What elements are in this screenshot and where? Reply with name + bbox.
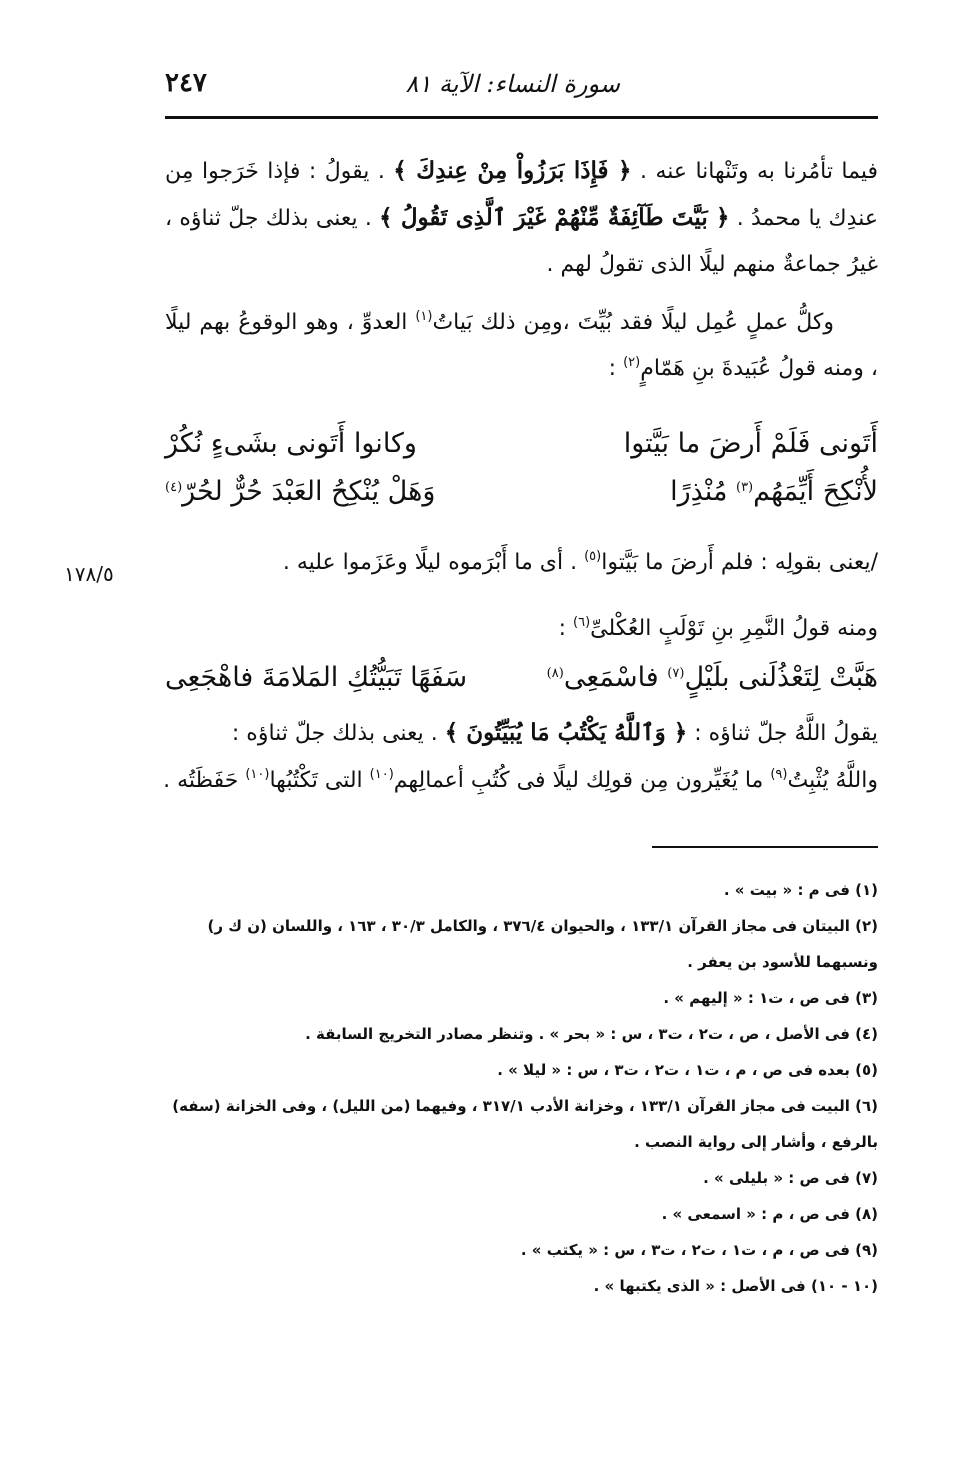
footnote-ref[interactable]: (١) <box>415 309 433 324</box>
text-run: : <box>608 356 624 381</box>
verse-second-hemistich <box>165 476 435 507</box>
quran-quote: ﴿ بَيَّتَ طَآئِفَةٌ مِّنْهُمْ غَيْرَ ٱلَّذِى تَقُولُ ﴾ <box>379 204 730 231</box>
verse-second-hemistich: سَفَهًا تَبَيُّتُكِ المَلامَةَ فاهْجَعِى <box>165 662 468 693</box>
paragraph-1 <box>165 148 878 288</box>
explanation-line <box>165 540 916 586</box>
verse-first-hemistich <box>547 662 878 693</box>
poem-verse <box>165 428 878 474</box>
text-run: : <box>558 616 573 641</box>
footnote-ref[interactable]: (٨) <box>546 666 564 681</box>
header-rule <box>165 116 878 119</box>
text-run: ما يُغَيِّرون مِن قولِك ليلًا فى كُتُبِ أعمالِهم <box>393 768 771 793</box>
commentary-line <box>165 758 878 804</box>
text-run: . يقولُ : فإذا خَرَجوا مِن عندِك يا محمدُ . <box>165 159 878 231</box>
text-run: وَهَلْ يُنْكِحُ العَبْدَ حُرٌّ لحُرّ <box>182 476 436 507</box>
poem-intro-line <box>165 606 916 652</box>
footnote: (٥) بعده فى ص ، م ، ت١ ، ت٢ ، ت٣ ، س : « ليلا » . <box>497 1061 878 1079</box>
margin-page-reference: ١٧٨/٥ <box>64 562 114 586</box>
text-run: حَفَظَتُه . <box>163 768 246 793</box>
footnote-separator <box>652 846 878 848</box>
verse-first-hemistich <box>670 476 878 507</box>
verse-second-hemistich: وكانوا أَتَونى بشَىءٍ نُكُرْ <box>165 428 417 459</box>
footnote-ref[interactable]: (٤) <box>165 480 183 495</box>
footnote: (١٠ - ١٠) فى الأصل : « الذى يكتبها » . <box>593 1277 878 1295</box>
text-run: هَبَّتْ لِتَعْذُلَنى بلَيْلٍ <box>684 662 878 693</box>
text-run: . يعنى بذلك جلّ ثناؤه ، غيرُ جماعةٌ منهم ليلًا الذى تقولُ لهم . <box>165 206 878 277</box>
verse-first-hemistich: أَتَونى فَلَمْ أَرضَ ما بَيَّتوا <box>623 428 878 459</box>
quran-quote: ﴿ فَإِذَا بَرَزُواْ مِنْ عِندِكَ ﴾ <box>393 157 632 184</box>
text-run: ومنه قولُ النَّمِرِ بنِ تَوْلَبٍ العُكْلىِّ <box>590 616 878 641</box>
text-run: يقولُ اللَّهُ جلّ ثناؤه : <box>687 721 878 746</box>
text-run: /يعنى بقولِه : فلم أَرضَ ما بَيَّتوا <box>601 550 878 575</box>
quran-quote: ﴿ وَٱللَّهُ يَكْتُبُ مَا يُبَيِّتُونَ ﴾ <box>444 719 688 746</box>
text-run: فيما تأمُرنا به وتَنْهانا عنه . <box>631 159 878 184</box>
main-text <box>165 148 878 392</box>
poem-1 <box>165 428 878 528</box>
footnote: (١) فى م : « بيت » . <box>723 881 878 899</box>
footnote: (٨) فى ص ، م : « اسمعى » . <box>661 1205 878 1223</box>
text-run: . أى ما أَبْرَموه ليلًا وعَزَموا عليه . <box>282 550 585 575</box>
running-header <box>165 62 878 110</box>
commentary-line <box>165 710 916 757</box>
footnote-ref[interactable]: (٢) <box>623 355 641 370</box>
text-run: لأُنْكِحَ أَيِّمَهُم <box>753 476 878 507</box>
footnote-ref[interactable]: (١٠) <box>369 767 394 782</box>
running-header-title: سورة النساء: الآية ٨١ <box>405 70 620 98</box>
poem-verse <box>165 662 878 708</box>
footnote: (٢) البيتان فى مجاز القرآن ١٣٣/١ ، والحيوان ٣٧٦/٤ ، والكامل ٣٠/٣ ، ١٦٣ ، واللسان (ن ك ر) ونسبهما للأسود بن يعفر . <box>207 917 878 971</box>
poem-2 <box>165 662 878 710</box>
text-run: . يعنى بذلك جلّ ثناؤه : <box>231 721 445 746</box>
footnote: (٩) فى ص ، م ، ت١ ، ت٢ ، ت٣ ، س : « يكتب » . <box>520 1241 878 1259</box>
text-run: مُنْذِرًا <box>670 476 736 507</box>
footnote-ref[interactable]: (٣) <box>735 480 754 495</box>
text-run: واللَّهُ يُثْبِتُ <box>787 768 878 793</box>
page-number: ٢٤٧ <box>165 68 207 98</box>
footnote: (٧) فى ص : « بليلى » . <box>703 1169 878 1187</box>
text-run: فاسْمَعِى <box>563 662 668 693</box>
poem-verse <box>165 476 878 522</box>
footnote-ref[interactable]: (٥) <box>584 549 602 564</box>
footnote: (٦) البيت فى مجاز القرآن ١٣٣/١ ، وخزانة الأدب ٣١٧/١ ، وفيهما (من الليل) ، وفى الخزانة (سفه) بالرفع ، وأشار إلى رواية النصب . <box>172 1097 878 1151</box>
text-run: العدوِّ ، وهو الوقوعُ بهم ليلًا ، ومنه قولُ عُبَيدةَ بنِ هَمّامٍ <box>165 310 878 381</box>
footnote-ref[interactable]: (٦) <box>573 615 591 630</box>
footnote-ref[interactable]: (١٠) <box>245 767 270 782</box>
footnote: (٤) فى الأصل ، ص ، ت٢ ، ت٣ ، س : « بحر » . وتنظر مصادر التخريج السابقة . <box>305 1025 878 1043</box>
footnote: (٣) فى ص ، ت١ : « إليهم » . <box>663 989 878 1007</box>
text-run: التى تَكْتُبُها <box>269 768 370 793</box>
footnote-ref[interactable]: (٧) <box>667 666 685 681</box>
footnote-ref[interactable]: (٩) <box>770 767 788 782</box>
text-run: وكلُّ عملٍ عُمِل ليلًا فقد بُيِّتَ ،ومِن ذلك بَياتُ <box>432 310 834 335</box>
paragraph-2 <box>165 300 878 392</box>
footnotes <box>165 872 878 1304</box>
